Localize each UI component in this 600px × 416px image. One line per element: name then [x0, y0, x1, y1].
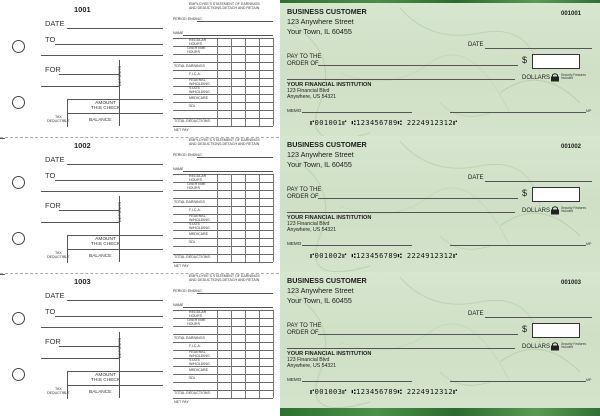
stub-line[interactable] [41, 191, 163, 192]
mp-label: MP [586, 242, 592, 246]
overtime-hours-label: OVERTIME HOURS [187, 318, 206, 326]
regular-hours-label: REGULAR HOURS [189, 310, 207, 318]
grid-row [173, 214, 273, 215]
grid-row [173, 78, 273, 79]
pay-to-label: PAY TO THE ORDER OF [287, 323, 322, 337]
date-label: DATE [468, 42, 484, 48]
grid-row [173, 102, 273, 103]
fica-label: F.I.C.A. [189, 344, 201, 348]
grid-row [173, 246, 273, 247]
state-withholding-label: STATE W/HOLDING [189, 86, 210, 94]
earnings-statement [169, 0, 275, 136]
memo-label: MEMO [287, 108, 302, 113]
stub-date-line[interactable] [67, 300, 163, 301]
security-note: Security Features Included [561, 206, 586, 214]
grid-col [231, 174, 232, 262]
stub-line[interactable] [41, 222, 119, 223]
fica-label: F.I.C.A. [189, 72, 201, 76]
date-line[interactable] [485, 317, 592, 318]
memo-line[interactable] [302, 112, 412, 113]
customer-name: BUSINESS CUSTOMER [287, 276, 367, 285]
grid-row [173, 110, 273, 111]
date-line[interactable] [485, 48, 592, 49]
grid-col [259, 310, 260, 398]
stub-for-line[interactable] [59, 74, 119, 75]
customer-address-2: Your Town, IL 60455 [287, 160, 352, 169]
check-stub [37, 136, 167, 272]
grid-row [173, 398, 273, 399]
bank-address-2: Anywhere, US 54321 [287, 94, 337, 100]
voucher-header: EMPLOYEE'S STATEMENT OF EARNINGS AND DEDUCTIONS-DETACH AND RETAIN [189, 274, 260, 282]
amount-box[interactable] [532, 54, 580, 69]
sdi-label: SDI [189, 240, 195, 244]
stub-to-line[interactable] [55, 44, 163, 45]
stub-amount-label: AMOUNT THIS CHECK [91, 373, 121, 384]
bank-address-1: 123 Financial Blvd [287, 88, 330, 94]
grid-row [173, 38, 273, 39]
stub-deposits-label: DEPOSITS [117, 201, 122, 222]
stub-balance-label: BALANCE [89, 390, 112, 395]
bank-address-2: Anywhere, US 54321 [287, 363, 337, 369]
grid-col [217, 174, 218, 262]
binder-hole-icon [12, 40, 25, 53]
bank-address-1: 123 Financial Blvd [287, 221, 330, 227]
grid-col [273, 38, 274, 126]
federal-withholding-label: FEDERAL W/HOLDING [189, 350, 210, 358]
voucher-header: EMPLOYEE'S STATEMENT OF EARNINGS AND DEDUCTIONS-DETACH AND RETAIN [189, 2, 260, 10]
grid-row [173, 94, 273, 95]
check-number: 001003 [561, 280, 582, 286]
stub-line[interactable] [41, 86, 119, 87]
total-earnings-label: TOTAL EARNINGS [174, 200, 205, 204]
stub-to-label: TO [45, 307, 56, 316]
stub-line [67, 371, 163, 372]
customer-address-2: Your Town, IL 60455 [287, 27, 352, 36]
grid-col [259, 174, 260, 262]
state-withholding-label: STATE W/HOLDING [189, 358, 210, 366]
stub-line [67, 385, 163, 386]
period-ending-line[interactable] [197, 21, 273, 22]
medicare-label: MEDICARE [189, 368, 208, 372]
check-face [280, 3, 600, 139]
signature-line[interactable] [450, 112, 586, 113]
binder-hole-icon [12, 96, 25, 109]
customer-name: BUSINESS CUSTOMER [287, 140, 367, 149]
tick-mark [0, 274, 5, 275]
lock-icon [550, 206, 560, 215]
amount-words-line[interactable] [287, 79, 515, 80]
date-label: DATE [468, 175, 484, 181]
name-label: NAME [173, 31, 184, 35]
pay-to-label: PAY TO THE ORDER OF [287, 187, 322, 201]
date-label: DATE [468, 311, 484, 317]
stub-line[interactable] [41, 327, 163, 328]
grid-row [173, 342, 273, 343]
grid-row [173, 334, 273, 335]
bank-address-1: 123 Financial Blvd [287, 357, 330, 363]
stub-for-line[interactable] [59, 346, 119, 347]
stub-date-label: DATE [45, 291, 65, 300]
stub-amount-label: AMOUNT THIS CHECK [91, 101, 121, 112]
stub-line [67, 113, 163, 114]
stub-number: 1002 [74, 141, 91, 150]
bank-name: YOUR FINANCIAL INSTITUTION [287, 215, 372, 221]
dollar-sign: $ [522, 188, 528, 198]
dollars-label: DOLLARS [522, 208, 551, 214]
stub-to-line[interactable] [55, 180, 163, 181]
earnings-statement [169, 136, 275, 272]
total-deductions-label: TOTAL DEDUCTIONS [174, 391, 210, 395]
amount-box[interactable] [532, 323, 580, 338]
sdi-label: SDI [189, 104, 195, 108]
customer-address-1: 123 Anywhere Street [287, 17, 354, 26]
grid-row [173, 230, 273, 231]
grid-row [173, 358, 273, 359]
net-pay-label: NET PAY [174, 264, 189, 268]
period-ending-label: PERIOD ENDING [173, 153, 202, 157]
medicare-label: MEDICARE [189, 96, 208, 100]
binder-hole-icon [12, 232, 25, 245]
dollars-label: DOLLARS [522, 344, 551, 350]
payee-line[interactable] [318, 334, 518, 335]
signature-line[interactable] [450, 381, 586, 382]
security-note: Security Features Included [561, 342, 586, 350]
stub-date-label: DATE [45, 19, 65, 28]
grid-row [173, 198, 273, 199]
stub-for-label: FOR [45, 65, 61, 74]
sdi-label: SDI [189, 376, 195, 380]
bank-address-2: Anywhere, US 54321 [287, 227, 337, 233]
memo-line[interactable] [302, 245, 412, 246]
dollars-label: DOLLARS [522, 75, 551, 81]
micr-line: ⑈001003⑈ ⑆123456789⑆ 2224912312⑈ [310, 388, 458, 396]
grid-col [245, 310, 246, 398]
stub-for-label: FOR [45, 337, 61, 346]
check-stub [37, 272, 167, 408]
signature-line[interactable] [450, 245, 586, 246]
regular-hours-label: REGULAR HOURS [189, 38, 207, 46]
period-ending-label: PERIOD ENDING [173, 289, 202, 293]
stub-number: 1001 [74, 5, 91, 14]
grid-row [173, 350, 273, 351]
lock-icon [550, 73, 560, 82]
grid-row [173, 366, 273, 367]
security-note: Security Features Included [561, 73, 586, 81]
net-pay-label: NET PAY [174, 128, 189, 132]
grid-col [231, 310, 232, 398]
name-line[interactable] [183, 171, 273, 172]
grid-col [259, 38, 260, 126]
name-line[interactable] [183, 307, 273, 308]
net-pay-label: NET PAY [174, 400, 189, 404]
stub-amount-label: AMOUNT THIS CHECK [91, 237, 121, 248]
check-number: 001001 [561, 11, 582, 17]
fica-label: F.I.C.A. [189, 208, 201, 212]
name-label: NAME [173, 167, 184, 171]
tick-mark [0, 138, 5, 139]
payee-line[interactable] [318, 198, 518, 199]
total-earnings-label: TOTAL EARNINGS [174, 336, 205, 340]
memo-label: MEMO [287, 241, 302, 246]
stub-date-line[interactable] [67, 164, 163, 165]
lock-icon [550, 342, 560, 351]
payee-line[interactable] [318, 65, 518, 66]
grid-row [173, 206, 273, 207]
stub-balance-label: BALANCE [89, 118, 112, 123]
pay-to-label: PAY TO THE ORDER OF [287, 54, 322, 68]
period-ending-label: PERIOD ENDING [173, 17, 202, 21]
stub-deposits-label: DEPOSITS [117, 337, 122, 358]
grid-col [231, 38, 232, 126]
bank-name: YOUR FINANCIAL INSTITUTION [287, 82, 372, 88]
date-line[interactable] [485, 181, 592, 182]
stub-balance-label: BALANCE [89, 254, 112, 259]
total-deductions-label: TOTAL DEDUCTIONS [174, 255, 210, 259]
customer-address-1: 123 Anywhere Street [287, 286, 354, 295]
stub-for-line[interactable] [59, 210, 119, 211]
stub-date-label: DATE [45, 155, 65, 164]
grid-col [245, 38, 246, 126]
grid-row [173, 310, 273, 311]
bank-name: YOUR FINANCIAL INSTITUTION [287, 351, 372, 357]
grid-row [173, 382, 273, 383]
stub-number: 1003 [74, 277, 91, 286]
stub-deposits-label: DEPOSITS [117, 65, 122, 86]
total-earnings-label: TOTAL EARNINGS [174, 64, 205, 68]
customer-address-2: Your Town, IL 60455 [287, 296, 352, 305]
grid-col [245, 174, 246, 262]
earnings-statement [169, 272, 275, 408]
period-ending-line[interactable] [197, 293, 273, 294]
amount-box[interactable] [532, 187, 580, 202]
stub-line [67, 249, 163, 250]
state-withholding-label: STATE W/HOLDING [189, 222, 210, 230]
overtime-hours-label: OVERTIME HOURS [187, 182, 206, 190]
check-face [280, 136, 600, 272]
grid-col [273, 174, 274, 262]
medicare-label: MEDICARE [189, 232, 208, 236]
grid-row [173, 238, 273, 239]
voucher-header: EMPLOYEE'S STATEMENT OF EARNINGS AND DEDUCTIONS-DETACH AND RETAIN [189, 138, 260, 146]
stub-to-label: TO [45, 35, 56, 44]
micr-line: ⑈001001⑈ ⑆123456789⑆ 2224912312⑈ [310, 119, 458, 127]
stub-tax-label: TAX DEDUCTIBLE [47, 251, 70, 259]
micr-line: ⑈001002⑈ ⑆123456789⑆ 2224912312⑈ [310, 252, 458, 260]
grid-col [273, 310, 274, 398]
stub-date-line[interactable] [67, 28, 163, 29]
period-ending-line[interactable] [197, 157, 273, 158]
dollar-sign: $ [522, 55, 528, 65]
check-face [280, 272, 600, 408]
grid-col [217, 310, 218, 398]
overtime-hours-label: OVERTIME HOURS [187, 46, 206, 54]
mp-label: MP [586, 109, 592, 113]
stub-line[interactable] [41, 55, 163, 56]
stub-to-line[interactable] [55, 316, 163, 317]
amount-words-line[interactable] [287, 348, 515, 349]
grid-row [173, 222, 273, 223]
grid-row [173, 174, 273, 175]
stub-tax-label: TAX DEDUCTIBLE [47, 115, 70, 123]
grid-row [173, 262, 273, 263]
total-deductions-label: TOTAL DEDUCTIONS [174, 119, 210, 123]
binder-hole-icon [12, 176, 25, 189]
grid-row [173, 62, 273, 63]
customer-name: BUSINESS CUSTOMER [287, 7, 367, 16]
grid-col [217, 38, 218, 126]
binder-hole-icon [12, 312, 25, 325]
customer-address-1: 123 Anywhere Street [287, 150, 354, 159]
amount-words-line[interactable] [287, 212, 515, 213]
stub-line [67, 235, 163, 236]
dollar-sign: $ [522, 324, 528, 334]
stub-line[interactable] [41, 358, 119, 359]
grid-row [173, 126, 273, 127]
stub-tax-label: TAX DEDUCTIBLE [47, 387, 70, 395]
name-label: NAME [173, 303, 184, 307]
federal-withholding-label: FEDERAL W/HOLDING [189, 78, 210, 86]
federal-withholding-label: FEDERAL W/HOLDING [189, 214, 210, 222]
stub-line [67, 99, 163, 100]
memo-line[interactable] [302, 381, 412, 382]
binder-hole-icon [12, 368, 25, 381]
name-line[interactable] [183, 35, 273, 36]
stub-for-label: FOR [45, 201, 61, 210]
memo-label: MEMO [287, 377, 302, 382]
grid-row [173, 70, 273, 71]
regular-hours-label: REGULAR HOURS [189, 174, 207, 182]
grid-row [173, 86, 273, 87]
check-number: 001002 [561, 144, 582, 150]
check-stub [37, 0, 167, 136]
mp-label: MP [586, 378, 592, 382]
grid-row [173, 374, 273, 375]
stub-to-label: TO [45, 171, 56, 180]
